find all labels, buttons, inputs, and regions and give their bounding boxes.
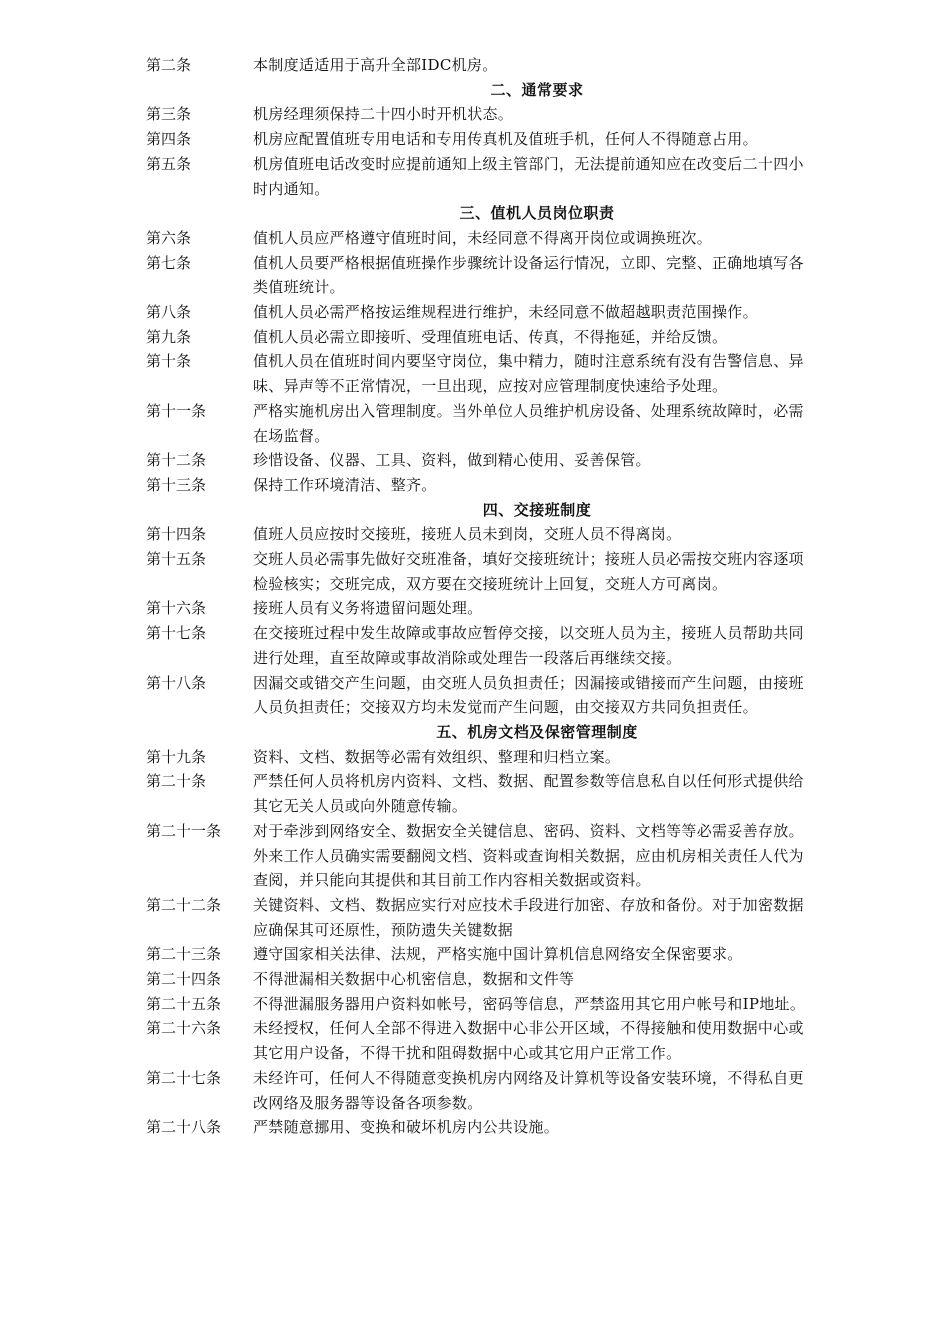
article-row: [146, 102, 818, 127]
article-number: 第三条: [146, 105, 192, 124]
article-text: 关键资料、文档、数据应实行对应技术手段进行加密、存放和备份。对于加密数据应确保其可还原性，预防遗失关键数据: [253, 895, 804, 939]
article-number: 第四条: [146, 130, 192, 149]
article-row: [146, 522, 818, 547]
article-text: 严禁随意挪用、变换和破坏机房内公共设施。: [253, 1118, 560, 1137]
article-text: 机房值班电话改变时应提前通知上级主管部门，无法提前通知应在改变后二十四小时内通知。: [253, 154, 804, 198]
article-number: 第七条: [146, 253, 192, 272]
article-number: 第二十四条: [146, 970, 222, 989]
section-heading: 三、值机人员岗位职责: [459, 204, 615, 223]
article-text: 严禁任何人员将机房内资料、文档、数据、配置参数等信息私自以任何形式提供给其它无关人员或向外随意传输。: [253, 772, 804, 816]
article-text: 值机人员必需严格按运维规程进行维护，未经同意不做超越职责范围操作。: [253, 303, 758, 322]
article-number: 第八条: [146, 303, 192, 322]
article-text: 对于牵涉到网络安全、数据安全关键信息、密码、资料、文档等等必需妥善存放。外来工作人员确实需要翻阅文档、资料或查询相关数据，应由机房相关责任人代为查阅，并只能向其提供和其目前工作内容相关数据或资料。: [253, 821, 804, 890]
article-row: [146, 448, 818, 473]
article-row: [146, 769, 818, 818]
article-row: [146, 596, 818, 621]
article-row: [146, 399, 818, 448]
article-number: 第六条: [146, 228, 192, 247]
article-row: [146, 967, 818, 992]
article-number: 第二十条: [146, 772, 207, 791]
article-number: 第十五条: [146, 550, 207, 569]
article-number: 第九条: [146, 327, 192, 346]
article-number: 第二十七条: [146, 1068, 222, 1087]
article-row: [146, 53, 818, 78]
article-text: 值机人员必需立即接听、受理值班电话、传真，不得拖延，并给反馈。: [253, 327, 728, 346]
article-row: [146, 1066, 818, 1115]
article-row: [146, 621, 818, 670]
article-row: [146, 942, 818, 967]
regulation-body: [146, 53, 818, 1140]
article-text: 遵守国家相关法律、法规，严格实施中国计算机信息网络安全保密要求。: [253, 945, 743, 964]
article-row: [146, 325, 818, 350]
article-number: 第十八条: [146, 673, 207, 692]
article-row: [146, 671, 818, 720]
article-text: 值班人员应按时交接班，接班人员未到岗，交班人员不得离岗。: [253, 525, 682, 544]
section-heading: 四、交接班制度: [482, 500, 592, 519]
article-text: 不得泄漏服务器用户资料如帐号，密码等信息，严禁盗用其它用户帐号和IP地址。: [253, 994, 806, 1013]
article-number: 第二十一条: [146, 821, 222, 840]
article-text: 交班人员必需事先做好交班准备，填好交接班统计；接班人员必需按交班内容逐项检验核实；交班完成，双方要在交接班统计上回复，交班人方可离岗。: [253, 550, 804, 593]
article-text: 未经许可，任何人不得随意变换机房内网络及计算机等设备安装环境，不得私自更改网络及服务器等设备各项参数。: [253, 1068, 804, 1112]
article-row: [146, 547, 818, 596]
article-number: 第十一条: [146, 401, 207, 420]
article-number: 第十四条: [146, 525, 207, 544]
article-text: 接班人员有义务将遗留问题处理。: [253, 599, 483, 618]
article-number: 第十二条: [146, 451, 207, 470]
article-text: 本制度适适用于高升全部IDC机房。: [253, 56, 498, 74]
article-number: 第二十五条: [146, 994, 222, 1013]
article-number: 第二十三条: [146, 945, 222, 964]
section-heading: 五、机房文档及保密管理制度: [436, 722, 638, 741]
article-row: [146, 251, 818, 300]
article-number: 第二十二条: [146, 895, 222, 914]
article-row: [146, 992, 818, 1017]
article-row: [146, 745, 818, 770]
article-number: 第五条: [146, 154, 192, 173]
article-row: [146, 819, 818, 893]
article-number: 第十七条: [146, 624, 207, 643]
article-number: 第十九条: [146, 747, 207, 766]
article-row: [146, 1016, 818, 1065]
article-text: 严格实施机房出入管理制度。当外单位人员维护机房设备、处理系统故障时，必需在场监督。: [253, 401, 804, 445]
article-text: 不得泄漏相关数据中心机密信息，数据和文件等: [253, 970, 575, 989]
article-text: 保持工作环境清洁、整齐。: [253, 475, 437, 494]
article-row: [146, 300, 818, 325]
article-text: 机房应配置值班专用电话和专用传真机及值班手机，任何人不得随意占用。: [253, 130, 758, 149]
article-text: 值机人员在值班时间内要坚守岗位，集中精力，随时注意系统有没有告警信息、异味、异声等不正常情况，一旦出现，应按对应管理制度快速给予处理。: [253, 352, 804, 396]
article-text: 值机人员应严格遵守值班时间，未经同意不得离开岗位或调换班次。: [253, 228, 713, 247]
article-number: 第二条: [146, 56, 192, 74]
article-row: [146, 127, 818, 152]
article-row: [146, 1115, 818, 1140]
article-number: 第十三条: [146, 475, 207, 494]
article-text: 值机人员要严格根据值班操作步骤统计设备运行情况，立即、完整、正确地填写各类值班统计。: [253, 253, 804, 297]
article-row: [146, 473, 818, 498]
article-number: 第二十六条: [146, 1019, 222, 1038]
article-text: 未经授权，任何人全部不得进入数据中心非公开区域，不得接触和使用数据中心或其它用户设备，不得干扰和阻碍数据中心或其它用户正常工作。: [253, 1019, 804, 1063]
article-text: 珍惜设备、仪器、工具、资料，做到精心使用、妥善保管。: [253, 451, 651, 470]
article-row: [146, 349, 818, 398]
article-row: [146, 226, 818, 251]
article-number: 第二十八条: [146, 1118, 222, 1137]
article-number: 第十条: [146, 352, 192, 371]
article-row: [146, 152, 818, 201]
section-heading: 二、通常要求: [490, 80, 584, 99]
article-text: 资料、文档、数据等必需有效组织、整理和归档立案。: [253, 747, 621, 766]
article-text: 因漏交或错交产生问题，由交班人员负担责任；因漏接或错接而产生问题，由接班人员负担责任；交接双方均未发觉而产生问题，由交接双方共同负担责任。: [253, 673, 804, 717]
article-text: 机房经理须保持二十四小时开机状态。: [253, 105, 514, 124]
article-row: [146, 893, 818, 942]
article-number: 第十六条: [146, 599, 207, 618]
article-text: 在交接班过程中发生故障或事故应暂停交接，以交班人员为主，接班人员帮助共同进行处理，直至故障或事故消除或处理告一段落后再继续交接。: [253, 624, 804, 667]
